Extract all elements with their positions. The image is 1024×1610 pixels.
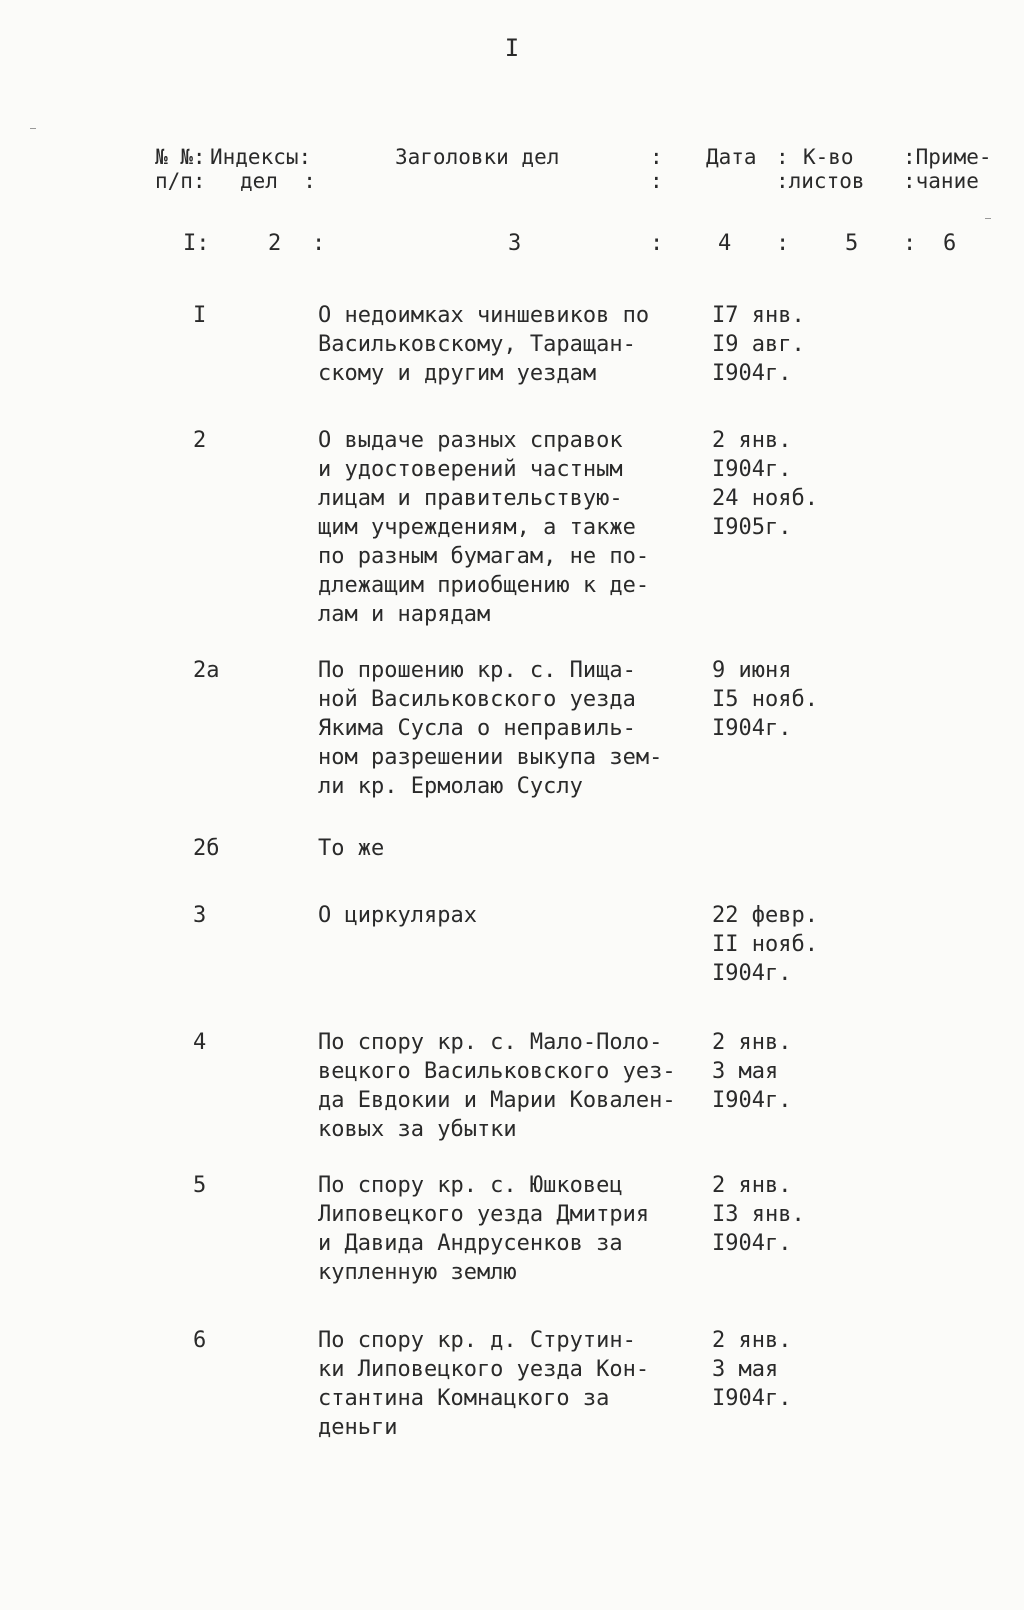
entry-title-line: лам и нарядам — [318, 602, 491, 627]
entry-title-line: да Евдокии и Марии Ковален- — [318, 1088, 676, 1113]
entry-date-line: I904г. — [712, 1088, 792, 1113]
entry-date-line: I904г. — [712, 457, 792, 482]
entry-title-line: По спору кр. д. Струтин- — [318, 1328, 636, 1353]
entry-title-line: По прошению кр. с. Пища- — [318, 658, 636, 683]
entry-title-line: ки Липовецкого уезда Кон- — [318, 1357, 650, 1382]
entry-date-line: 2 янв. — [712, 1328, 792, 1353]
entry-title-line: ном разрешении выкупа зем- — [318, 745, 663, 770]
entry-title — [318, 838, 708, 867]
header-count-label-2: :листов — [776, 169, 865, 193]
entry-title-line: ли кр. Ермолаю Суслу — [318, 774, 583, 799]
entry-title-line: и Давида Андрусенков за — [318, 1231, 623, 1256]
entry-title — [318, 1330, 708, 1446]
entry-number: 3 — [193, 903, 207, 928]
entry-date-line: 2 янв. — [712, 1030, 792, 1055]
header-date-label: Дата — [706, 145, 757, 169]
header-separator: : — [650, 145, 663, 169]
header-titles-label: Заголовки дел — [395, 145, 560, 169]
entry-date-line: 24 нояб. — [712, 486, 818, 511]
entry-title-line: Якима Сусла о неправиль- — [318, 716, 636, 741]
entry-number: 2 — [193, 428, 207, 453]
entry-title-line: стантина Комнацкого за — [318, 1386, 610, 1411]
header-count-label: К-во — [803, 145, 854, 169]
entry-title — [318, 1032, 708, 1148]
entry-title-line: Липовецкого уезда Дмитрия — [318, 1202, 650, 1227]
entry-title-line: по разным бумагам, не по- — [318, 544, 650, 569]
header-separator: : — [650, 169, 663, 193]
entry-date-line: I9 авг. — [712, 332, 805, 357]
entry-title-line: О циркулярах — [318, 903, 477, 928]
entry-date-line: I904г. — [712, 716, 792, 741]
entry-title — [318, 660, 708, 805]
entry-title-line: То же — [318, 836, 385, 861]
entry-dates — [712, 905, 842, 992]
entry-date-line: I3 янв. — [712, 1202, 805, 1227]
entry-date-line: 22 февр. — [712, 903, 818, 928]
entry-title-line: О недоимках чиншевиков по — [318, 303, 650, 328]
header-index-label: Индексы: — [210, 145, 312, 169]
entry-title-line: скому и другим уездам — [318, 361, 597, 386]
entry-title-line: ной Васильковского уезда — [318, 687, 636, 712]
column-separator: : — [903, 231, 917, 256]
entry-number: I — [193, 303, 207, 328]
column-number-6: 6 — [943, 231, 957, 256]
entry-dates — [712, 430, 842, 546]
entry-number: 6 — [193, 1328, 207, 1353]
entry-date-line: I904г. — [712, 1231, 792, 1256]
entry-number: 2б — [193, 836, 220, 861]
entry-dates — [712, 305, 842, 392]
entry-date-line: I5 нояб. — [712, 687, 818, 712]
entry-number: 4 — [193, 1030, 207, 1055]
entry-date-line: I905г. — [712, 515, 792, 540]
entry-date-line: 3 мая — [712, 1059, 779, 1084]
header-number-label-2: п/п: — [155, 169, 206, 193]
entry-title — [318, 1175, 708, 1291]
column-number-3: 3 — [508, 231, 522, 256]
column-separator: : — [776, 231, 790, 256]
entry-date-line: II нояб. — [712, 932, 818, 957]
entry-title-line: лицам и правительствую- — [318, 486, 623, 511]
entry-date-line: 3 мая — [712, 1357, 779, 1382]
entry-date-line: I904г. — [712, 961, 792, 986]
header-note-label: :Приме- — [903, 145, 992, 169]
column-number-4: 4 — [718, 231, 732, 256]
entry-date-line: 2 янв. — [712, 1173, 792, 1198]
entry-number: 2а — [193, 658, 220, 683]
entry-title-line: длежащим приобщению к де- — [318, 573, 650, 598]
entry-title-line: По спору кр. с. Юшковец — [318, 1173, 623, 1198]
column-number-1: I: — [183, 231, 210, 256]
column-number-2: 2 — [268, 231, 282, 256]
entry-title — [318, 305, 708, 392]
entry-date-line: I904г. — [712, 1386, 792, 1411]
entry-title-line: щим учреждениям, а также — [318, 515, 636, 540]
column-number-5: 5 — [845, 231, 859, 256]
entry-date-line: 2 янв. — [712, 428, 792, 453]
entry-title-line: По спору кр. с. Мало-Поло- — [318, 1030, 663, 1055]
entry-date-line: I7 янв. — [712, 303, 805, 328]
entry-dates — [712, 1175, 842, 1262]
entry-number: 5 — [193, 1173, 207, 1198]
entry-title — [318, 430, 708, 633]
paper-speck — [985, 218, 991, 219]
entry-title-line: купленную землю — [318, 1260, 517, 1285]
entry-title-line: ковых за убытки — [318, 1117, 517, 1142]
entry-title-line: вецкого Васильковского уез- — [318, 1059, 676, 1084]
header-index-label-2: дел : — [240, 169, 316, 193]
entry-title-line: Васильковскому, Таращан- — [318, 332, 636, 357]
entry-dates — [712, 660, 842, 747]
entry-title — [318, 905, 708, 934]
entry-dates — [712, 1330, 842, 1417]
column-separator: : — [312, 231, 326, 256]
paper-speck — [30, 128, 36, 129]
entry-date-line: 9 июня — [712, 658, 792, 683]
entry-title-line: О выдаче разных справок — [318, 428, 623, 453]
column-separator: : — [650, 231, 664, 256]
entry-title-line: и удостоверений частным — [318, 457, 623, 482]
header-number-label: № №: — [155, 145, 206, 169]
header-separator: : — [776, 145, 789, 169]
header-note-label-2: :чание — [903, 169, 979, 193]
entry-dates — [712, 1032, 842, 1119]
entry-date-line: I904г. — [712, 361, 792, 386]
entry-title-line: деньги — [318, 1415, 398, 1440]
page-number: I — [504, 34, 520, 62]
